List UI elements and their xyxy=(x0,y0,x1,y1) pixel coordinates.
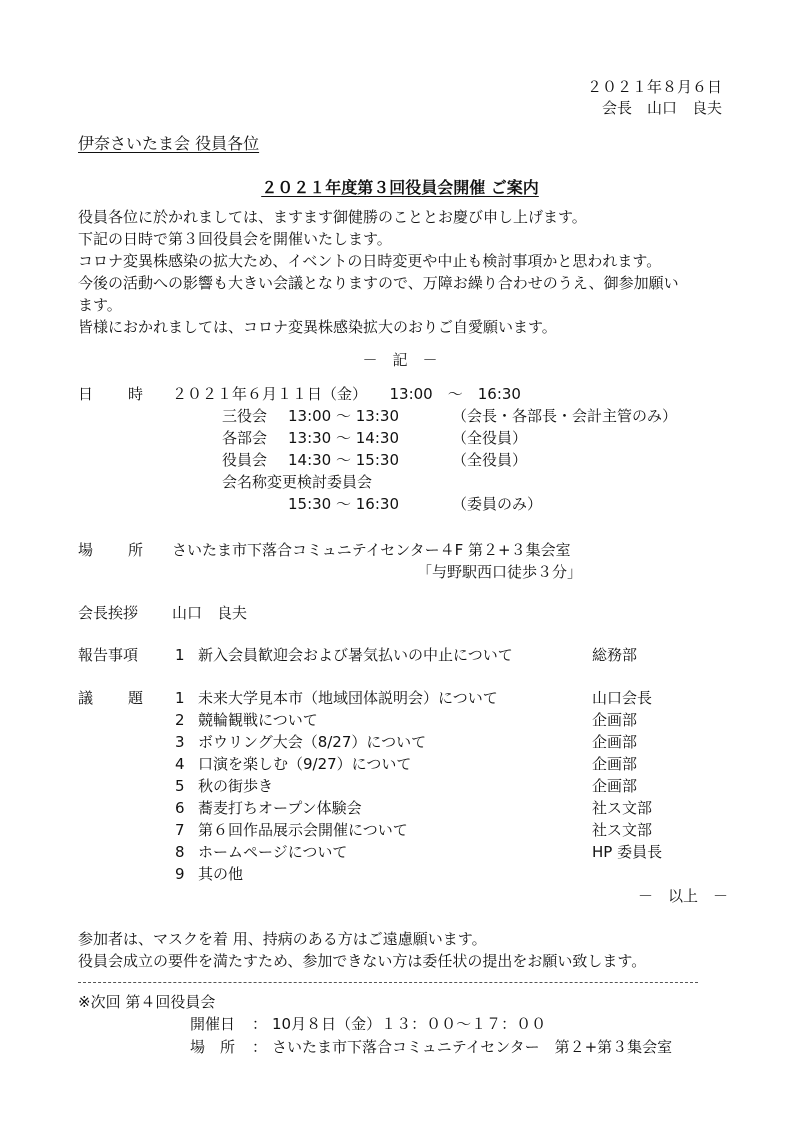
report-dept: 総務部 xyxy=(592,646,638,664)
intro-line-2: 下記の日時で第３回役員会を開催いたします。 xyxy=(78,230,392,248)
schedule-label-a: 日 xyxy=(78,385,94,403)
agenda-dept: 企画部 xyxy=(592,755,638,773)
session-who: （全役員） xyxy=(452,451,528,469)
agenda-text: 競輪観戦について xyxy=(198,711,318,729)
agenda-dept: 社ス文部 xyxy=(592,821,653,839)
intro-line-3: コロナ変異株感染の拡大ため、イベントの日時変更や中止も検討事項かと思われます。 xyxy=(78,252,662,270)
agenda-num: 1 xyxy=(175,689,185,707)
next-date-label: 開催日 xyxy=(190,1015,236,1033)
agenda-dept: 企画部 xyxy=(592,733,638,751)
agenda-text: ホームページについて xyxy=(198,843,348,861)
agenda-dept: 山口会長 xyxy=(592,689,653,707)
place-label-a: 場 xyxy=(78,541,94,559)
place-access: 「与野駅西口徒歩３分」 xyxy=(417,563,583,581)
agenda-num: 3 xyxy=(175,733,185,751)
dashed-divider xyxy=(78,982,698,983)
agenda-num: 8 xyxy=(175,843,185,861)
committee-who: （委員のみ） xyxy=(452,495,543,513)
schedule-main: ２０２１年６月１１日（金） 13:00 ～ 16:30 xyxy=(172,385,521,403)
committee-name: 会名称変更検討委員会 xyxy=(222,473,373,491)
report-label: 報告事項 xyxy=(78,646,139,664)
schedule-label-b: 時 xyxy=(128,385,144,403)
session-time: 13:30 ～ 14:30 xyxy=(288,429,399,447)
ki-heading: － 記 － xyxy=(362,351,438,369)
agenda-text: ボウリング大会（8/27）について xyxy=(198,733,427,751)
agenda-num: 2 xyxy=(175,711,185,729)
agenda-num: 7 xyxy=(175,821,185,839)
next-place-colon: ： xyxy=(252,1038,268,1056)
agenda-text: 第６回作品展示会開催について xyxy=(198,821,408,839)
agenda-dept: 企画部 xyxy=(592,711,638,729)
intro-line-6: 皆様におかれましては、コロナ変異株感染拡大のおりご自愛願います。 xyxy=(78,318,557,336)
session-name: 各部会 xyxy=(222,429,268,447)
session-who: （会長・各部長・会計主管のみ） xyxy=(452,407,678,425)
agenda-text: 口演を楽しむ（9/27）について xyxy=(198,755,412,773)
agenda-text: 其の他 xyxy=(198,865,244,883)
report-num: 1 xyxy=(175,646,185,664)
agenda-label-b: 題 xyxy=(128,689,144,707)
note-line-2: 役員会成立の要件を満たすため、参加できない方は委任状の提出をお願い致します。 xyxy=(78,952,647,970)
greeting-name: 山口 良夫 xyxy=(172,604,248,622)
ijo-closing: － 以上 － xyxy=(637,887,728,905)
agenda-text: 蕎麦打ちオープン体験会 xyxy=(198,799,362,817)
intro-line-4: 今後の活動への影響も大きい会議となりますので、万障お繰り合わせのうえ、御参加願い xyxy=(78,274,679,292)
session-name: 三役会 xyxy=(222,407,268,425)
session-who: （全役員） xyxy=(452,429,528,447)
place-venue: さいたま市下落合コミュニテイセンター４F 第２+３集会室 xyxy=(172,541,571,559)
note-line-1: 参加者は、マスクを着 用、持病のある方はご遠慮願います。 xyxy=(78,930,487,948)
committee-time: 15:30 ～ 16:30 xyxy=(288,495,399,513)
sender-name: 会長 山口 良夫 xyxy=(601,99,722,117)
agenda-dept: HP 委員長 xyxy=(592,843,663,861)
agenda-num: 4 xyxy=(175,755,185,773)
session-name: 役員会 xyxy=(222,451,268,469)
next-place-label: 場 所 xyxy=(190,1038,236,1056)
agenda-dept: 社ス文部 xyxy=(592,799,653,817)
agenda-num: 6 xyxy=(175,799,185,817)
next-heading: ※次回 第４回役員会 xyxy=(78,993,216,1011)
agenda-text: 未来大学見本市（地域団体説明会）について xyxy=(198,689,498,707)
place-label-b: 所 xyxy=(128,541,144,559)
intro-line-1: 役員各位に於かれましては、ますます御健勝のこととお慶び申し上げます。 xyxy=(78,208,587,226)
intro-line-5: ます。 xyxy=(78,296,122,314)
report-text: 新入会員歓迎会および暑気払いの中止について xyxy=(198,646,513,664)
session-time: 14:30 ～ 15:30 xyxy=(288,451,399,469)
page-title: ２０２１年度第３回役員会開催 ご案内 xyxy=(261,178,539,197)
agenda-num: 9 xyxy=(175,865,185,883)
next-place-value: さいたま市下落合コミュニテイセンター 第２+第３集会室 xyxy=(272,1038,673,1056)
agenda-text: 秋の街歩き xyxy=(198,777,274,795)
agenda-dept: 企画部 xyxy=(592,777,638,795)
document-date: ２０２１年８月６日 xyxy=(586,78,722,96)
agenda-num: 5 xyxy=(175,777,185,795)
recipient: 伊奈さいたま会 役員各位 xyxy=(78,134,260,153)
agenda-label-a: 議 xyxy=(78,689,94,707)
session-time: 13:00 ～ 13:30 xyxy=(288,407,399,425)
greeting-label: 会長挨拶 xyxy=(78,604,139,622)
next-date-value: 10月８日（金）１３：００～１７：００ xyxy=(272,1015,547,1033)
next-date-colon: ： xyxy=(252,1015,268,1033)
